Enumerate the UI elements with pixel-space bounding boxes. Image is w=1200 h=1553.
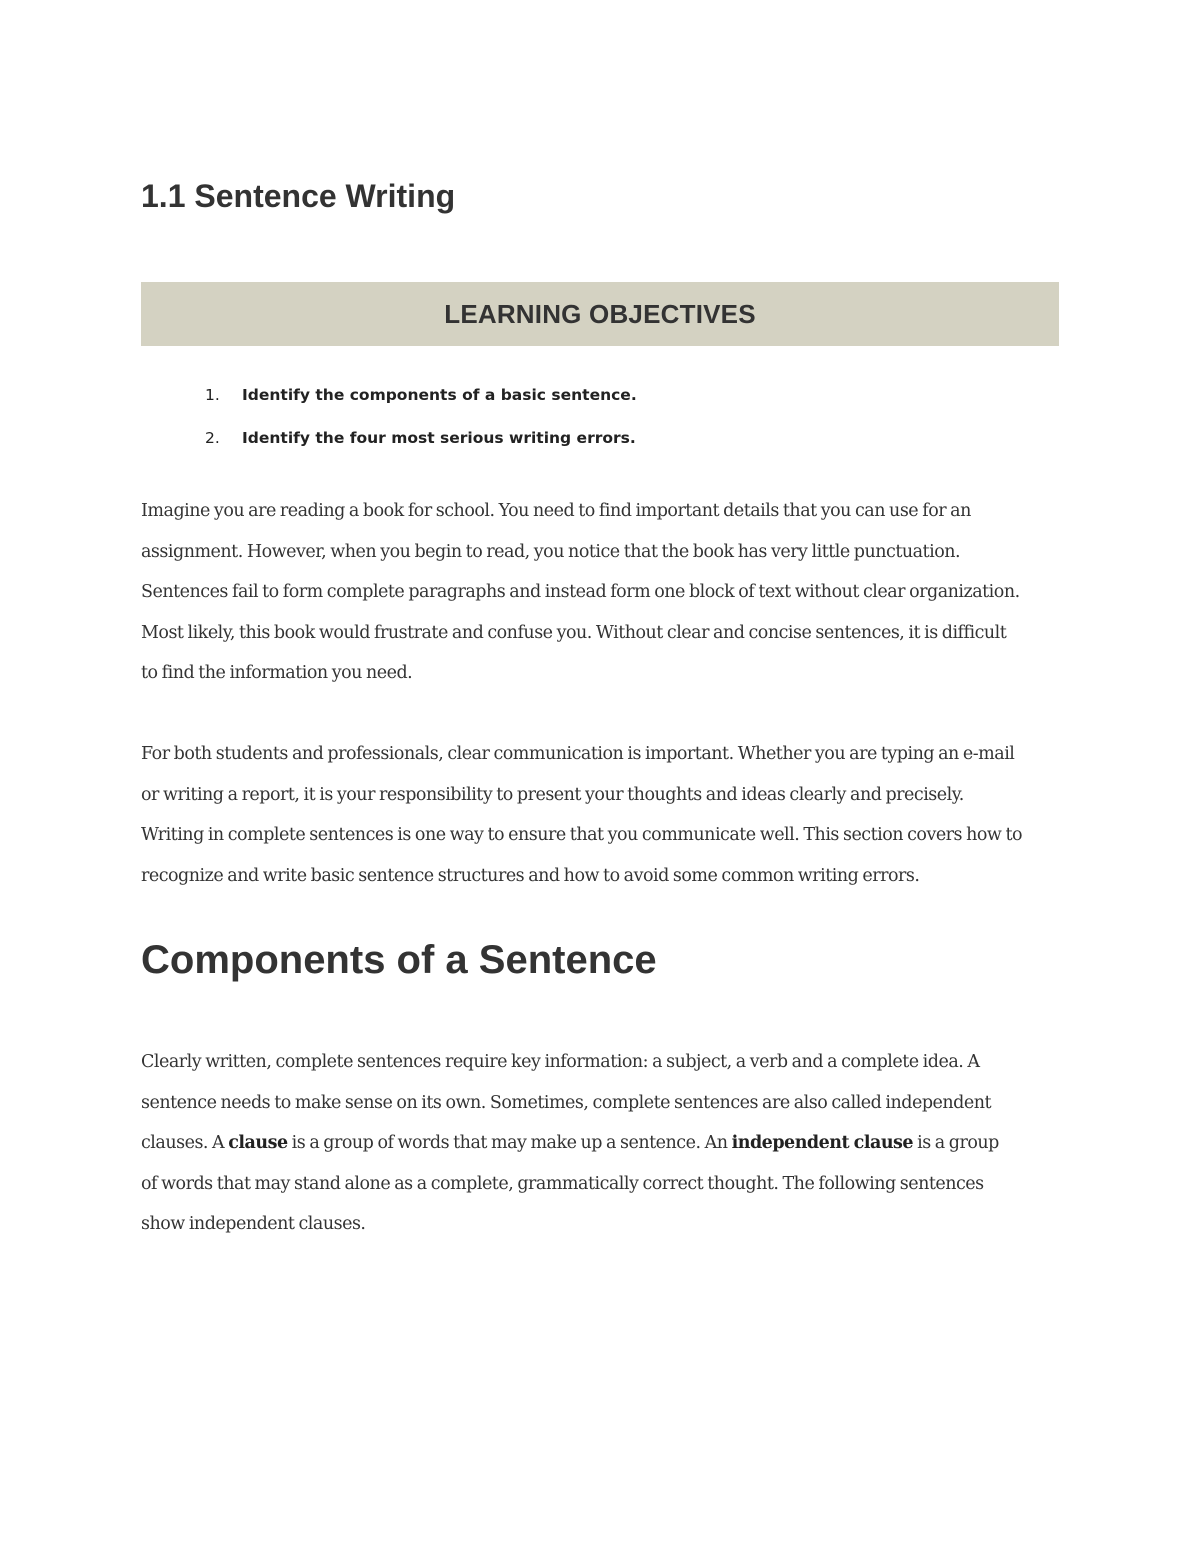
components-heading: Components of a Sentence: [141, 938, 657, 982]
learning-objectives-banner: [141, 282, 1059, 346]
text-segment: is a group: [913, 1133, 999, 1154]
objective-text: Identify the components of a basic sentence.: [242, 386, 637, 404]
paragraph-line: or writing a report, it is your responsibility to present your thoughts and ideas clearly and precisely.: [141, 784, 964, 805]
paragraph-line: to find the information you need.: [141, 663, 413, 684]
paragraph-line: of words that may stand alone as a complete, grammatically correct thought. The following sentences: [141, 1173, 984, 1194]
objective-item: [205, 381, 637, 424]
paragraph-line: Clearly written, complete sentences require key information: a subject, a verb and a complete idea. A: [141, 1052, 980, 1072]
section-title: 1.1 Sentence Writing: [141, 178, 456, 214]
objective-number: 2.: [205, 429, 220, 447]
paragraph-line: [141, 1123, 1066, 1164]
clause-term: clause: [228, 1133, 288, 1154]
paragraph-line: recognize and write basic sentence structures and how to avoid some common writing errors.: [141, 865, 920, 886]
paragraph-line: Most likely, this book would frustrate and confuse you. Without clear and concise sentences, it is difficult: [141, 622, 1007, 643]
paragraph-line: For both students and professionals, clear communication is important. Whether you are typing an e-mail: [141, 744, 1015, 764]
text-segment: clauses. A: [141, 1133, 229, 1154]
objective-text: Identify the four most serious writing errors.: [242, 429, 636, 447]
communication-paragraph: [141, 734, 1066, 896]
text-segment: is a group of words that may make up a sentence. An: [287, 1133, 732, 1154]
paragraph-line: Imagine you are reading a book for school. You need to find important details that you can use for an: [141, 501, 971, 521]
paragraph-line: Writing in complete sentences is one way to ensure that you communicate well. This section covers how to: [141, 825, 1023, 846]
paragraph-line: sentence needs to make sense on its own. Sometimes, complete sentences are also called independent: [141, 1092, 992, 1113]
independent-clause-term: independent clause: [731, 1133, 914, 1154]
paragraph-line: show independent clauses.: [141, 1214, 366, 1235]
objective-item: [205, 424, 637, 467]
paragraph-line: Sentences fail to form complete paragraphs and instead form one block of text without clear organization.: [141, 582, 1020, 603]
learning-objectives-heading: LEARNING OBJECTIVES: [444, 298, 756, 329]
learning-objectives-list: [205, 381, 637, 467]
paragraph-line: assignment. However, when you begin to read, you notice that the book has very little punctuation.: [141, 541, 961, 562]
components-paragraph: [141, 1042, 1066, 1245]
objective-number: 1.: [205, 386, 220, 404]
intro-paragraph: [141, 491, 1066, 694]
